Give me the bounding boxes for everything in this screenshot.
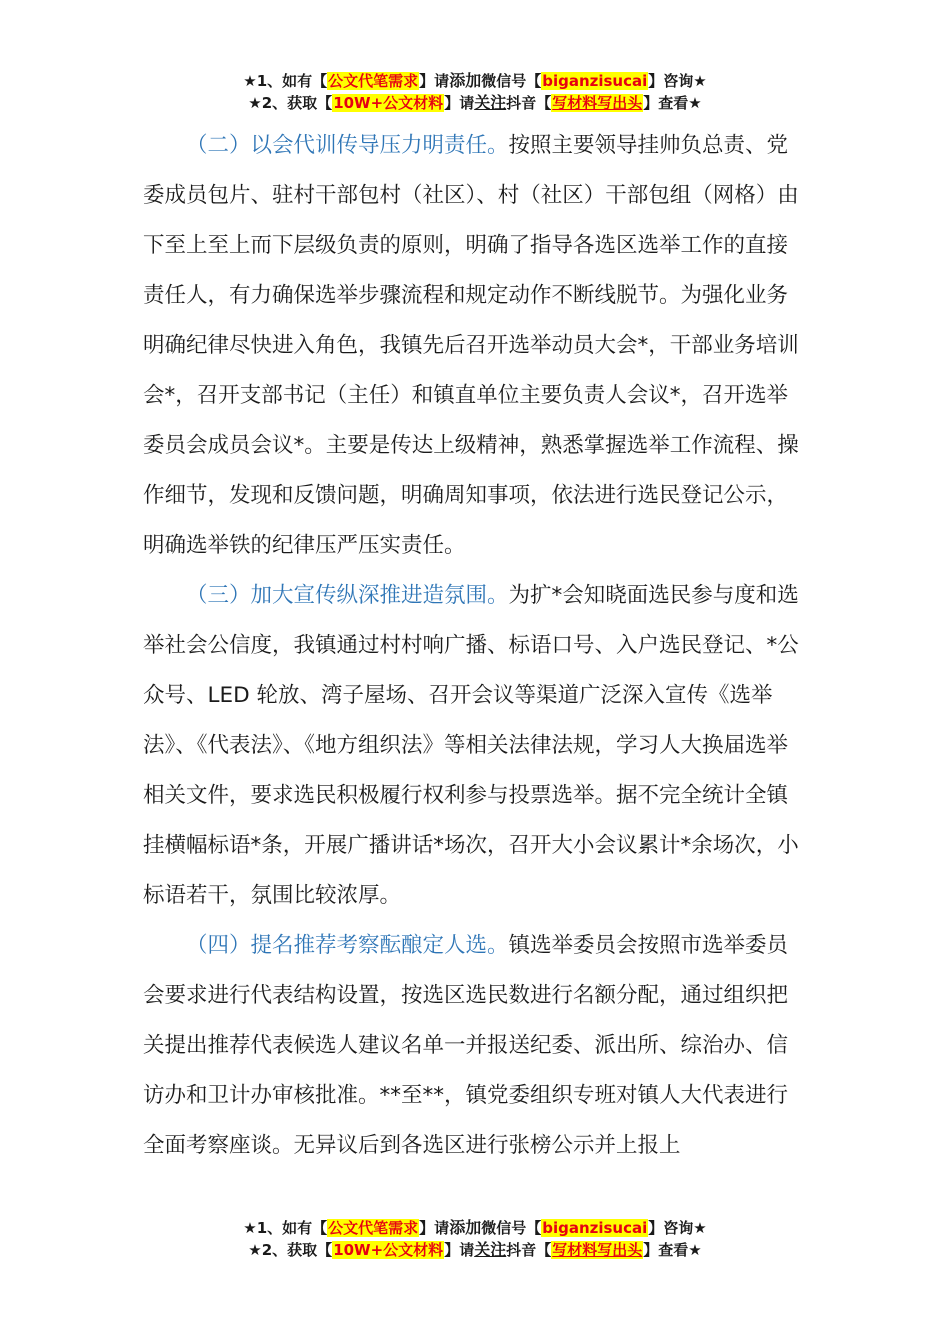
banner-highlight: 写材料写出头 <box>552 94 643 112</box>
banner-text: ★2、获取【 <box>248 1241 333 1259</box>
section-heading: （二）以会代训传导压力明责任。 <box>186 133 509 158</box>
paragraph-2 <box>143 121 808 571</box>
banner-text: 关注 <box>474 1240 507 1259</box>
banner-text: 微信号【 <box>481 1219 542 1237</box>
header-banner <box>0 70 950 114</box>
section-heading: （三）加大宣传纵深推进造氛围。 <box>186 583 509 608</box>
banner-highlight: 10W+公文材料 <box>333 94 444 112</box>
banner-text: 】查看★ <box>643 94 702 112</box>
banner-text: 】咨询★ <box>648 1219 707 1237</box>
banner-text: ★2、获取【 <box>248 94 333 112</box>
banner-line-1 <box>0 70 950 92</box>
banner-text: 】咨询★ <box>648 72 707 90</box>
banner-text: 添加 <box>449 1218 482 1237</box>
banner-text: 】请 <box>444 94 475 112</box>
banner-line-2 <box>0 1239 950 1261</box>
document-body <box>143 121 808 1171</box>
banner-highlight: 写材料写出头 <box>552 1241 643 1259</box>
paragraph-text: 按照主要领导挂帅负总责、党委成员包片、驻村干部包村（社区）、村（社区）干部包组（网格）由下至上至上而下层级负责的原则，明确了指导各选区选举工作的直接责任人，有力确保选举步骤流程和规定动作不断线脱节。为强化业务明确纪律尽快进入角色，我镇先后召开选举动员大会*，干部业务培训会*，召开支部书记（主任）和镇直单位主要负责人会议*，召开选举委员会成员会议*。主要是传达上级精神，熟悉掌握选举工作流程、操作细节，发现和反馈问题，明确周知事项，依法进行选民登记公示，明确选举铁的纪律压严压实责任。 <box>143 133 799 558</box>
banner-text: ★1、如有【 <box>243 72 328 90</box>
banner-text: 】请 <box>444 1241 475 1259</box>
banner-text: 微信号【 <box>481 72 542 90</box>
banner-highlight: 公文代笔需求 <box>328 72 419 90</box>
banner-text: 】请 <box>419 1219 450 1237</box>
banner-text: 抖音【 <box>506 1241 552 1259</box>
banner-text: 添加 <box>449 71 482 90</box>
section-heading: （四）提名推荐考察酝酿定人选。 <box>186 933 509 958</box>
banner-line-1 <box>0 1217 950 1239</box>
banner-text: 关注 <box>474 93 507 112</box>
paragraph-4 <box>143 921 808 1171</box>
banner-highlight: biganzisucai <box>542 1219 648 1237</box>
paragraph-3 <box>143 571 808 921</box>
banner-highlight: 10W+公文材料 <box>333 1241 444 1259</box>
paragraph-text: 镇选举委员会按照市选举委员会要求进行代表结构设置，按选区选民数进行名额分配，通过组织把关提出推荐代表候选人建议名单一并报送纪委、派出所、综治办、信访办和卫计办审核批准。**至**，镇党委组织专班对镇人大代表进行全面考察座谈。无异议后到各选区进行张榜公示并上报上 <box>143 933 789 1158</box>
banner-highlight: 公文代笔需求 <box>328 1219 419 1237</box>
paragraph-text: 为扩*会知晓面选民参与度和选举社会公信度，我镇通过村村响广播、标语口号、入户选民登记、*公众号、LED 轮放、湾子屋场、召开会议等渠道广泛深入宣传《选举法》、《代表法》、《地方组织法》等相关法律法规，学习人大换届选举相关文件，要求选民积极履行权利参与投票选举。据不完全统计全镇挂横幅标语*条，开展广播讲话*场次，召开大小会议累计*余场次，小标语若干，氛围比较浓厚。 <box>143 583 799 908</box>
banner-text: 抖音【 <box>506 94 552 112</box>
banner-text: ★1、如有【 <box>243 1219 328 1237</box>
banner-line-2 <box>0 92 950 114</box>
banner-text: 】请 <box>419 72 450 90</box>
footer-banner <box>0 1217 950 1261</box>
banner-text: 】查看★ <box>643 1241 702 1259</box>
banner-highlight: biganzisucai <box>542 72 648 90</box>
